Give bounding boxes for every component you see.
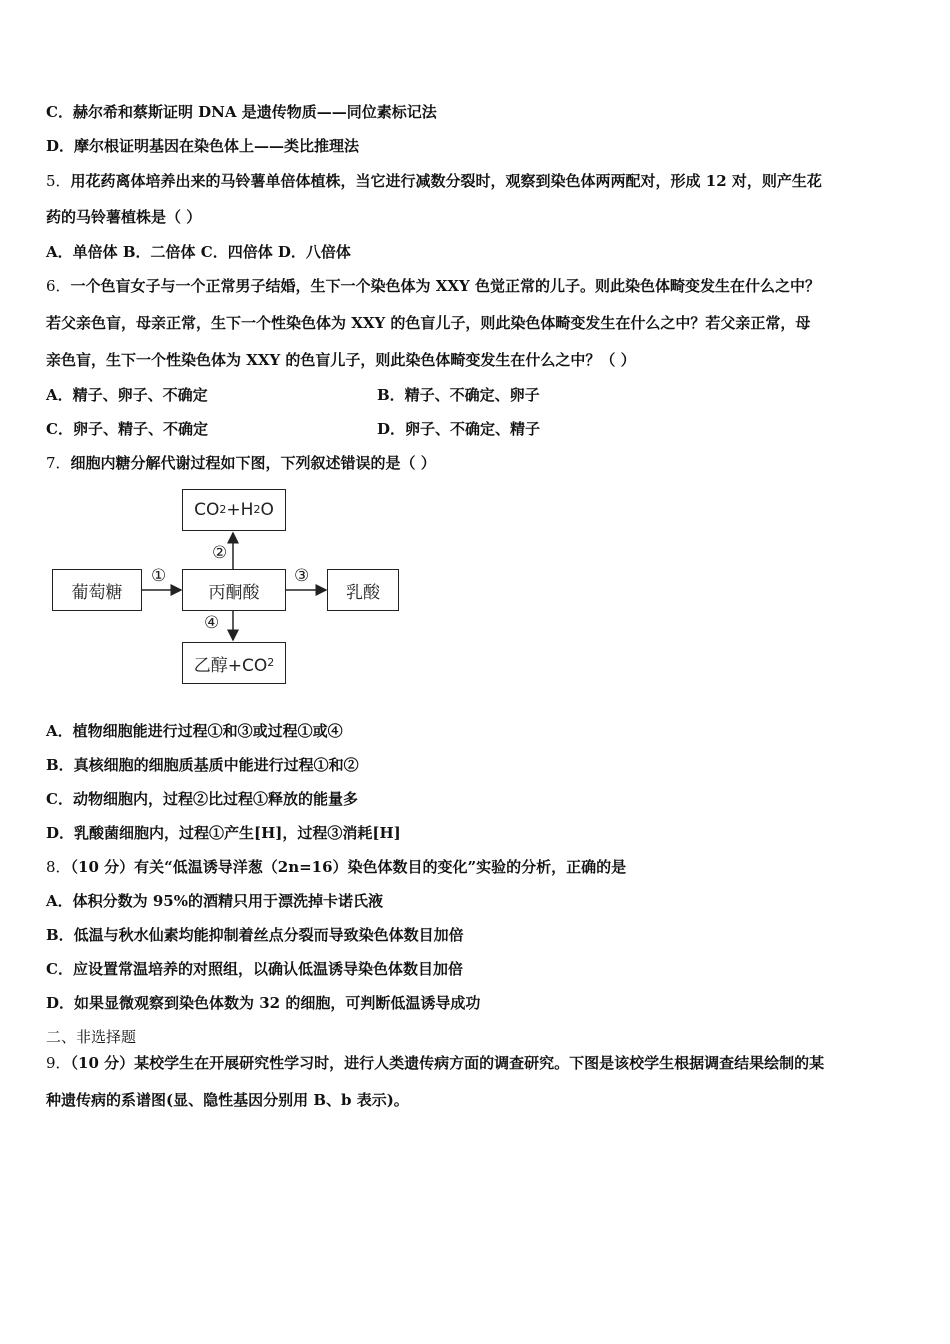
q5-options: A．单倍体 B．二倍体 C．四倍体 D．八倍体	[46, 243, 351, 261]
ethanol-co2-part1: 乙醇+CO	[193, 655, 268, 676]
q8-option-c: C．应设置常温培养的对照组，以确认低温诱导染色体数目加倍	[46, 960, 463, 978]
q5-stem-line1	[46, 171, 822, 191]
ethanol-co2-box: 乙醇+CO 2	[182, 642, 286, 684]
q7-option-a: A．植物细胞能进行过程①和③或过程①或④	[46, 722, 343, 740]
q4-option-c: C．赫尔希和蔡斯证明 DNA 是遗传物质——同位素标记法	[46, 103, 437, 121]
q9-stem-line1	[46, 1053, 824, 1073]
co2-h2o-part3: O	[260, 500, 274, 520]
q8-option-a: A．体积分数为 95%的酒精只用于漂洗掉卡诺氏液	[46, 892, 383, 910]
lactate-box: 乳酸	[327, 569, 399, 611]
q9-stem-line2: 种遗传病的系谱图(显、隐性基因分别用 B、b 表示)。	[46, 1091, 409, 1109]
q8-number: 8．	[46, 858, 71, 876]
q4-option-d: D．摩尔根证明基因在染色体上——类比推理法	[46, 137, 360, 155]
glucose-box: 葡萄糖	[52, 569, 142, 611]
q8-stem	[46, 857, 626, 877]
pyruvate-box: 丙酮酸	[182, 569, 286, 611]
co2-h2o-part1: CO	[194, 500, 220, 520]
q7-number: 7．	[46, 454, 71, 472]
q6-option-c: C．卵子、精子、不确定	[46, 420, 208, 438]
metabolism-diagram	[50, 485, 410, 690]
q7-stem	[46, 453, 436, 473]
step2-label: ②	[212, 543, 228, 563]
q8-option-d: D．如果显微观察到染色体数为 32 的细胞，可判断低温诱导成功	[46, 994, 481, 1012]
q7-option-d: D．乳酸菌细胞内，过程①产生[H]，过程③消耗[H]	[46, 824, 401, 842]
co2-h2o-box: CO 2 +H 2 O	[182, 489, 286, 531]
step1-label: ①	[151, 566, 167, 586]
co2-h2o-part2: +H	[226, 500, 254, 520]
q6-number: 6．	[46, 277, 71, 295]
q7-option-b: B．真核细胞的细胞质基质中能进行过程①和②	[46, 756, 359, 774]
q6-option-b: B．精子、不确定、卵子	[377, 386, 540, 404]
q6-option-a: A．精子、卵子、不确定	[46, 386, 208, 404]
q5-stem-text: 用花药离体培养出来的马铃薯单倍体植株，当它进行减数分裂时，观察到染色体两两配对，形成 12 对，则产生花	[70, 172, 822, 190]
q7-stem-text: 细胞内糖分解代谢过程如下图，下列叙述错误的是（ ）	[70, 454, 436, 472]
q6-stem-line2: 若父亲色盲，母亲正常，生下一个性染色体为 XXY 的色盲儿子，则此染色体畸变发生在什么之中？若父亲正常，母	[46, 314, 811, 332]
q7-option-c: C．动物细胞内，过程②比过程①释放的能量多	[46, 790, 358, 808]
q9-number: 9．	[46, 1054, 71, 1072]
q6-option-d: D．卵子、不确定、精子	[377, 420, 541, 438]
q6-stem-line3: 亲色盲，生下一个性染色体为 XXY 的色盲儿子，则此染色体畸变发生在什么之中？（ ）	[46, 351, 636, 369]
q8-stem-text: （10 分）有关“低温诱导洋葱（2n=16）染色体数目的变化”实验的分析，正确的是	[70, 858, 627, 876]
q5-stem-line2: 药的马铃薯植株是（ ）	[46, 208, 202, 226]
q6-stem-text: 一个色盲女子与一个正常男子结婚，生下一个染色体为 XXY 色觉正常的儿子。则此染色体畸变发生在什么之中？	[70, 277, 820, 295]
q6-stem-line1	[46, 276, 820, 296]
step4-label: ④	[204, 613, 220, 633]
q5-number: 5．	[46, 172, 71, 190]
q8-option-b: B．低温与秋水仙素均能抑制着丝点分裂而导致染色体数目加倍	[46, 926, 464, 944]
section-heading: 二、非选择题	[46, 1028, 137, 1046]
q9-stem-text: （10 分）某校学生在开展研究性学习时，进行人类遗传病方面的调查研究。下图是该校学生根据调查结果绘制的某	[70, 1054, 825, 1072]
step3-label: ③	[294, 566, 310, 586]
